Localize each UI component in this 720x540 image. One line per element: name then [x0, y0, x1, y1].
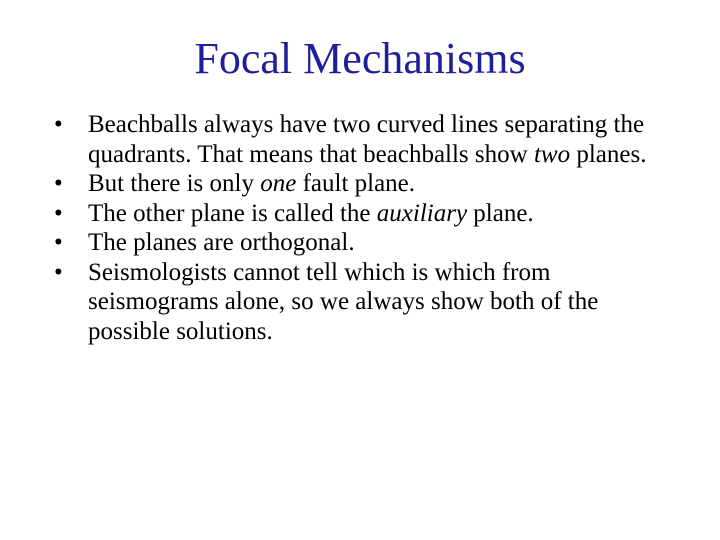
slide-title: Focal Mechanisms	[194, 34, 526, 83]
bullet-text-segment: The other plane is called the	[88, 199, 377, 227]
bullet-marker: •	[54, 199, 63, 227]
emphasized-word: one	[260, 170, 297, 197]
bullet-text-segment: Beachballs always have two curved lines separating the quadrants. That means that beachballs show	[88, 111, 645, 168]
bullet-list	[52, 110, 672, 346]
bullet-text-segment: The planes are orthogonal.	[88, 229, 355, 256]
bullet-text-segment: planes.	[570, 140, 647, 168]
bullet-item	[52, 258, 672, 347]
bullet-marker: •	[54, 170, 63, 197]
emphasized-word: auxiliary	[376, 199, 468, 227]
emphasized-word: two	[533, 140, 571, 168]
bullet-item	[52, 169, 672, 199]
bullet-marker: •	[54, 229, 63, 256]
bullet-marker: •	[54, 111, 63, 138]
bullet-item	[52, 199, 672, 229]
bullet-item	[52, 228, 672, 258]
bullet-text-segment: Seismologists cannot tell which is which from seismograms alone, so we always show both of the possible solutions.	[88, 258, 599, 345]
bullet-text-segment: But there is only	[88, 170, 261, 197]
bullet-text-segment: fault plane.	[296, 170, 416, 197]
bullet-item	[52, 110, 672, 169]
bullet-text-segment: plane.	[467, 199, 534, 227]
bullet-marker: •	[54, 258, 63, 286]
